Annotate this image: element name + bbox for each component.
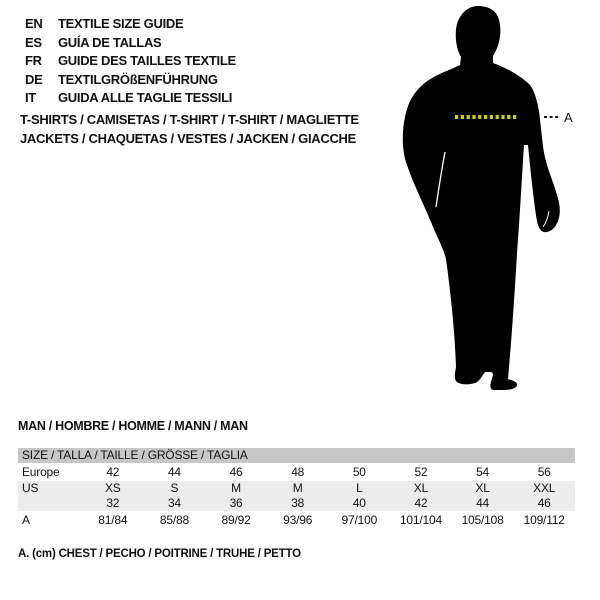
- table-row-chest-a: [18, 511, 575, 529]
- cell: 42: [390, 496, 452, 511]
- row-label: US: [18, 481, 82, 496]
- size-table-header-row: [18, 448, 575, 463]
- language-row: [25, 89, 236, 108]
- cell: 50: [329, 463, 391, 481]
- cell: 97/100: [329, 511, 391, 529]
- cell: XL: [452, 481, 514, 496]
- cell: S: [144, 481, 206, 496]
- cell: 52: [390, 463, 452, 481]
- table-row-europe: [18, 463, 575, 481]
- cell: XS: [82, 481, 144, 496]
- cell: M: [205, 481, 267, 496]
- cell: 48: [267, 463, 329, 481]
- row-label: [18, 496, 82, 511]
- language-title: GUIDA ALLE TAGLIE TESSILI: [58, 90, 233, 105]
- cell: M: [267, 481, 329, 496]
- table-row-us-number: [18, 496, 575, 511]
- man-silhouette: [403, 6, 560, 390]
- language-code: ES: [25, 34, 42, 50]
- row-label: Europe: [18, 463, 82, 481]
- table-row-us-letter: [18, 481, 575, 496]
- language-code: DE: [25, 71, 43, 87]
- cell: 38: [267, 496, 329, 511]
- language-title: TEXTILE SIZE GUIDE: [58, 16, 184, 31]
- language-list: [25, 15, 236, 108]
- cell: 85/88: [144, 511, 206, 529]
- language-row: [25, 34, 236, 53]
- language-code: EN: [25, 16, 43, 31]
- cell: XL: [390, 481, 452, 496]
- cell: 34: [144, 496, 206, 511]
- cell: 56: [513, 463, 575, 481]
- cell: 109/112: [513, 511, 575, 529]
- cell: 46: [513, 496, 575, 511]
- size-table: [18, 448, 575, 529]
- language-row: [25, 15, 236, 34]
- cell: 44: [144, 463, 206, 481]
- cell: 44: [452, 496, 514, 511]
- cell: 36: [205, 496, 267, 511]
- cell: 46: [205, 463, 267, 481]
- cell: 40: [329, 496, 391, 511]
- language-code: IT: [25, 90, 36, 105]
- language-code: FR: [25, 53, 42, 68]
- language-title: GUÍA DE TALLAS: [58, 34, 162, 50]
- cell: 32: [82, 496, 144, 511]
- cell: 81/84: [82, 511, 144, 529]
- row-label: A: [18, 511, 82, 529]
- cell: 101/104: [390, 511, 452, 529]
- category-jackets: JACKETS / CHAQUETAS / VESTES / JACKEN / GIACCHE: [20, 131, 356, 146]
- language-row: [25, 52, 236, 71]
- garment-categories: [20, 110, 359, 148]
- cell: 105/108: [452, 511, 514, 529]
- cell: XXL: [513, 481, 575, 496]
- chest-measure-label-a: A: [564, 110, 573, 125]
- language-title: GUIDE DES TAILLES TEXTILE: [58, 53, 236, 68]
- language-title: TEXTILGRÖßENFÜHRUNG: [58, 71, 218, 87]
- cell: 89/92: [205, 511, 267, 529]
- section-heading-man: MAN / HOMBRE / HOMME / MANN / MAN: [18, 419, 248, 433]
- cell: 93/96: [267, 511, 329, 529]
- measurement-footnote: A. (cm) CHEST / PECHO / POITRINE / TRUHE / PETTO: [18, 548, 301, 560]
- language-row: [25, 71, 236, 90]
- cell: 42: [82, 463, 144, 481]
- cell: L: [329, 481, 391, 496]
- cell: 54: [452, 463, 514, 481]
- size-table-header: SIZE / TALLA / TAILLE / GRÖSSE / TAGLIA: [18, 448, 575, 463]
- man-figure: [398, 5, 588, 395]
- category-tshirts: T-SHIRTS / CAMISETAS / T-SHIRT / T-SHIRT / MAGLIETTE: [20, 112, 359, 127]
